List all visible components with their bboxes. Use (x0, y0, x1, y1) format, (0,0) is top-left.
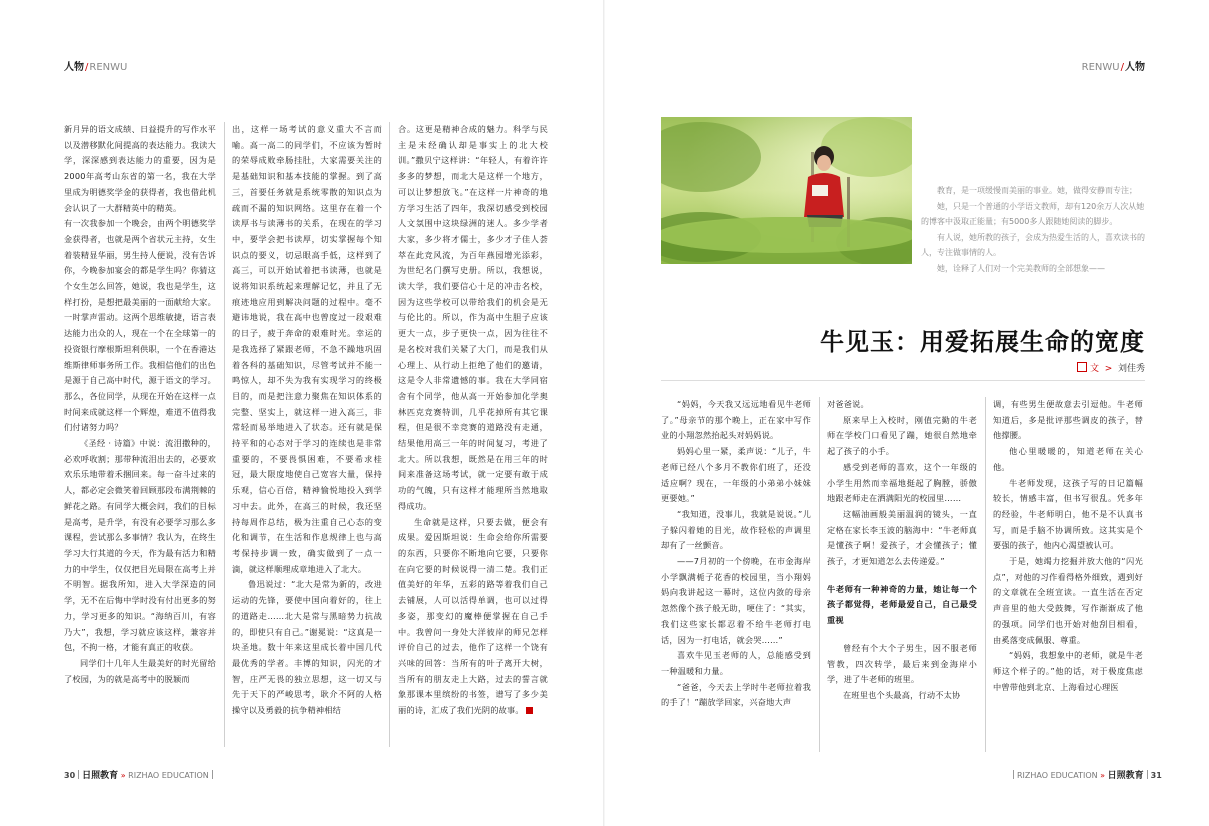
footer-divider (212, 770, 213, 779)
paragraph-text: 于是，她竭力挖掘并放大他的“闪光点”，对他的习作看得格外细致，遇到好的文章就在全班宣读。一直生活在否定声音里的他大受鼓舞，写作渐渐成了他的强项。同学们也开始对他刮目相看，由奚落变成佩服、尊重。 (993, 556, 1143, 645)
section-en: RENWU (89, 62, 128, 73)
end-mark-icon (526, 707, 533, 714)
section-label-left (64, 58, 127, 73)
section-sep: / (1120, 62, 1124, 73)
paragraph (827, 397, 977, 413)
arrow-icon: » (120, 771, 126, 780)
masthead: 日照教育 (1107, 771, 1144, 781)
left-column-3 (398, 122, 548, 719)
paragraph-text: 调，有些男生便故意去引逗他。牛老师知道后，多是批评那些调皮的孩子，替他撑腰。 (993, 399, 1143, 441)
paragraph-text: 妈妈心里一紧，柔声说：“儿子，牛老师已经八个多月不教你们班了，还没适应啊？现在，一年级的小弟弟小妹妹更要她。” (661, 446, 811, 504)
paragraph-text: 原来早上入校时，刚值完勤的牛老师在学校门口看见了蹦，她很自然地牵起了孩子的小手。 (827, 414, 977, 457)
paragraph (993, 648, 1143, 695)
paragraph (827, 507, 977, 570)
paragraph (232, 122, 382, 577)
section-cn: 人物 (64, 62, 84, 73)
footer-divider (1013, 770, 1014, 779)
portrait-photo-illustration (661, 117, 912, 264)
intro-paragraph: 教育，是一项缓慢而美丽的事业。她，做得安静而专注； (937, 186, 1137, 195)
byline (940, 361, 1145, 374)
section-cn: 人物 (1125, 62, 1145, 73)
footer-left (64, 768, 216, 781)
paragraph (232, 577, 382, 718)
right-column-1 (661, 397, 811, 711)
left-page (0, 0, 604, 826)
section-label-right (1082, 58, 1145, 73)
paragraph (64, 216, 216, 436)
footer-divider (78, 770, 79, 779)
paragraph-text: 新月异的语文成绩、日益提升的写作水平以及潜移默化间提高的表达能力。我读大学，深深感到表达能力的重要，因为是2000年高考山东省的第一名，我在大学里成为明德奖学金的获得者，我也借此机会认识了一大群精英中的精英。 (64, 124, 216, 213)
column-divider (819, 397, 820, 752)
paragraph (64, 436, 216, 656)
column-divider (389, 122, 390, 747)
paragraph-text: 喜欢牛见玉老师的人，总能感受到一种温暖和力量。 (661, 650, 811, 676)
paragraph (993, 554, 1143, 648)
paragraph-text: 合。这更是精神合成的魅力。科学与民主是未经确认却是事实上的北大校训。”撒贝宁这样讲：“年轻人，有着许许多多的梦想，而北大是这样一个地方，可以让梦想放飞。”在这样一片神奇的地方学习生活了四年，我深切感受到校园人文氛围中这块绿洲的迷人。多少学者大家，多少将才儒士，多少才子佳人荟萃在此竞风流，为百年燕园增光添彩，为世纪名门撰写史册。所以，我想说，读大学，我们要信心十足的冲击名校，因为这些学校可以带给我们的机会是无与伦比的。所以，作为高中生胆子应该更大一点，步子更快一点，因为往往不是名校对我们关紧了大门，而是我们从心理上、从行动上拒绝了他们的邀请，这是令人非常遗憾的事。我在大学同宿舍有个同学，他从高一开始参加化学奥林匹克竞赛特训，几乎花掉所有其它课程，但是很不幸竞赛的道路没有走通，结果他用高三一年的时间复习，考进了北大。所以我想，既然是在用三年的时间来准备这场考试，就一定要有敢于成功的气魄，只有这样才能理所当然地取得成功。 (398, 124, 548, 511)
paragraph-text: 生命就是这样，只要去做，便会有成果。爱因斯坦说：生命会给你所需要的东西，只要你不断地向它要，只要你在向它要的时候说得一清二楚。我们正值美好的年华，五彩的路等着我们自己去铺展，人可以活得单调，也可以过得多姿，那变幻的魔棒便掌握在自己手中。我曾问一身处大洋彼岸的师兄怎样评价自己的过去，他作了这样一个饶有兴味的回答：当所有的叶子离开大树，当所有的朋友走上大路，过去的誓言就象那课本里缤纷的书签，谱写了多少美丽的诗，汇成了我们光阴的故事。 (398, 516, 548, 716)
page-number: 31 (1150, 771, 1162, 780)
column-divider (985, 397, 986, 752)
paragraph: 曾经有个大个子男生，因不服老师管教，四次转学，最后来到金海岸小学，进了牛老师的班里。 (827, 642, 977, 685)
paragraph-text: 对爸爸说。 (827, 399, 869, 409)
paragraph-text: 这幅油画般美丽温润的镜头，一直定格在家长李玉波的脑海中：“牛老师真是懂孩子啊！爱孩子，才会懂孩子；懂孩子，才更知道怎么去传递爱。” (827, 508, 977, 567)
paragraph-text: “妈妈，我想象中的老师，就是牛老师这个样子的。”他的话，对于极度焦虑中曾带他到北京、上海看过心理医 (993, 650, 1143, 692)
paragraph (661, 680, 811, 711)
paragraph (827, 460, 977, 507)
right-column-3 (993, 397, 1143, 695)
paragraph-text: ——7月初的一个傍晚，在市金海岸小学飘满栀子花香的校园里，当小翔妈妈向我讲起这一幕时，这位内敛的母亲忽然像个孩子般无助，哽住了：“其实，我们这些家长都忍着不给牛老师打电话，因为一打电话，就会哭……” (661, 556, 811, 645)
paragraph-text: “爸爸，今天去上学时牛老师拉着我的手了！”蹦放学回家，兴奋地大声 (661, 681, 811, 708)
paragraph-text: 牛老师发现，这孩子写的日记篇幅较长，情感丰富，但书写很乱。凭多年的经验，牛老师明白，他不是不认真书写，而是手脑不协调所致。这其实是个要强的孩子，他内心渴望被认可。 (993, 477, 1143, 551)
column-divider (224, 122, 225, 747)
left-column-1 (64, 122, 216, 687)
paragraph-text: “妈妈，今天我又远远地看见牛老师了。”母亲节的那个晚上，正在家中写作业的小翔忽然抬起头对妈妈说。 (661, 399, 811, 441)
paragraph (661, 554, 811, 648)
paragraph-text: 出，这样一场考试的意义重大不言而喻。高一高二的同学们，不应该为暂时的荣辱成败牵肠挂肚，大家需要关注的是基础知识和基本技能的掌握。到了高三，首要任务就是系统零散的知识点为疏而不漏的知识网络。这里存在着一个读厚书与读薄书的关系，在现在的学习中，要学会把书读厚，切实掌握每个知识点的要义，切忌眼高手低，这样到了高三，可以开始试着把书读薄，也就是说将知识系统起来理解记忆，并且了无痕迹地应用到解决问题的过程中。毫不避讳地说，我在高中也曾度过一段艰难的日子，疲于奔命的艰难时光。幸运的是我选择了紧跟老师，不急不躁地巩固着各科的基础知识，尽管考试并不能一鸣惊人，却不失为我有实现学习的终极目的，而是把注意力聚焦在知识体系的完整、坚实上，就这样一进入高三，非常轻而易举地进入了状态。还有就是保持平和的心态对于学习的连续也是非常重要的，不要畏惧困难，不要希求桂冠，最大限度地使自己宽容大量，保持乐观，信心百倍，精神愉悦地投入到学习中去。此外，在高三的时候，我还坚持每周作总结，极为注重自己心态的变化和调节，在生活和作息规律上也与高考保持步调一致，确实做到了一点一滴，就这样顺理成章地进入了北大。 (232, 124, 382, 574)
paragraph-text: 鲁迅说过：“北大是常为新的，改进运动的先锋，要使中国向着好的，往上的道路走……北大是常与黑暗势力抗战的，即使只有自己。”谢冕说：“这真是一块圣地。数十年来这里成长着中国几代最优秀的学者。丰博的知识，闪光的才智，庄严无畏的独立思想，这一切又与先于天下的严峻思考，耿介不阿的人格操守以及勇毅的抗争精神相结 (232, 579, 382, 716)
footer-right (1010, 768, 1162, 781)
hero-photo (661, 117, 912, 264)
paragraph-text: “我知道，没事儿，我就是说说。”儿子躲闪着她的目光，故作轻松的声调里却有了一丝颤音。 (661, 508, 811, 551)
paragraph (398, 515, 548, 719)
paragraph (661, 648, 811, 679)
paragraph (64, 122, 216, 216)
paragraph (661, 507, 811, 554)
section-sep: / (85, 62, 89, 73)
masthead-en: RIZHAO EDUCATION (128, 771, 209, 780)
paragraph (661, 397, 811, 444)
article-headline: 牛见玉：用爱拓展生命的宽度 (820, 328, 1145, 356)
byline-arrow: > (1104, 364, 1113, 374)
paragraph (398, 122, 548, 515)
paragraph (993, 397, 1143, 444)
byline-role: 文 (1089, 364, 1099, 374)
paragraph-text: 感受到老师的喜欢，这个一年级的小学生用然而幸福地挺起了胸膛，骄傲地跟老师走在洒满阳光的校园里…… (827, 461, 977, 504)
paragraph (64, 656, 216, 687)
byline-divider (661, 380, 1145, 381)
section-en: RENWU (1081, 62, 1120, 73)
intro-paragraph: 她，诠释了人们对一个完美教师的全部想象—— (937, 263, 1105, 273)
left-column-2 (232, 122, 382, 719)
right-column-2 (827, 397, 977, 704)
byline-box-icon (1077, 362, 1087, 372)
intro-paragraph: 她，只是一个普通的小学语文教师，却有120余万人次从她的博客中汲取正能量；有5000多人跟随她阅读的脚步。 (921, 201, 1145, 226)
footer-divider (1147, 770, 1148, 779)
intro-paragraphs (921, 183, 1145, 276)
paragraph (993, 444, 1143, 475)
masthead: 日照教育 (82, 771, 119, 781)
paragraph (661, 444, 811, 507)
paragraph-text: 他心里暖暖的，知道老师在关心他。 (993, 446, 1143, 472)
masthead-en: RIZHAO EDUCATION (1017, 771, 1098, 780)
paragraph-text: 有一次我参加一个晚会，由两个明德奖学金获得者，也就是两个省状元主持，女生着装精显华丽，男生持人便说，没有告诉你，今晚参加宴会的都是学生吗？你猜这个女生怎么回答，她说，我也是学生，这样打扮，是想把最美丽的一面献给大家。一时掌声雷动。这两个思维敏捷，语言表达能力出众的人，现在一个在全球第一的投资银行摩根斯坦利供职，一个在香港达维斯律师事务所工作。我相信他们的出色是源于自己高中时代，源于语文的学习。那么，各位同学，从现在开始在这样一点时间来成就这样一个辉煌，难道不值得我们付诸努力吗？ (64, 218, 216, 433)
subheading: 牛老师有一种神奇的力量，她让每一个孩子都觉得，老师最爱自己，自己最受重视 (827, 583, 977, 626)
page-number: 30 (64, 771, 76, 780)
paragraph: 在班里也个头最高，行动不太协 (843, 689, 961, 700)
intro-paragraph: 有人说，她所教的孩子，会成为热爱生活的人，喜欢读书的人，专注做事情的人。 (921, 232, 1145, 257)
paragraph (827, 413, 977, 460)
byline-author: 刘佳秀 (1117, 364, 1145, 374)
paragraph (993, 476, 1143, 555)
paragraph-text: 《圣经 · 诗篇》中说：流泪撒种的，必欢呼收割；那带种流泪出去的，必要欢欢乐乐地带着禾捆回来。每一奋斗过来的人，都必定会微笑着回顾那段布满荆棘的鲜花之路。有同学大概会问，我们的目标是高考，是升学，有没有必要学习那么多课程，尝试那么多事情？我认为，在终生学习大行其道的今天，作为最有活力和精力的中学生，仅仅把目光局限在高考上并不明智。据我所知，进入大学深造的同学，无不在后悔中学时没有付出更多的努力，学习更多的知识。“海纳百川，有容乃大”，我想，学习就应该这样，兼容并包，不拘一格，才能有真正的收获。 (64, 438, 216, 653)
paragraph-text: 同学们十几年人生最美好的时光留给了校园，为的就是高考中的脱颖而 (64, 657, 216, 684)
arrow-icon: » (1100, 771, 1106, 780)
